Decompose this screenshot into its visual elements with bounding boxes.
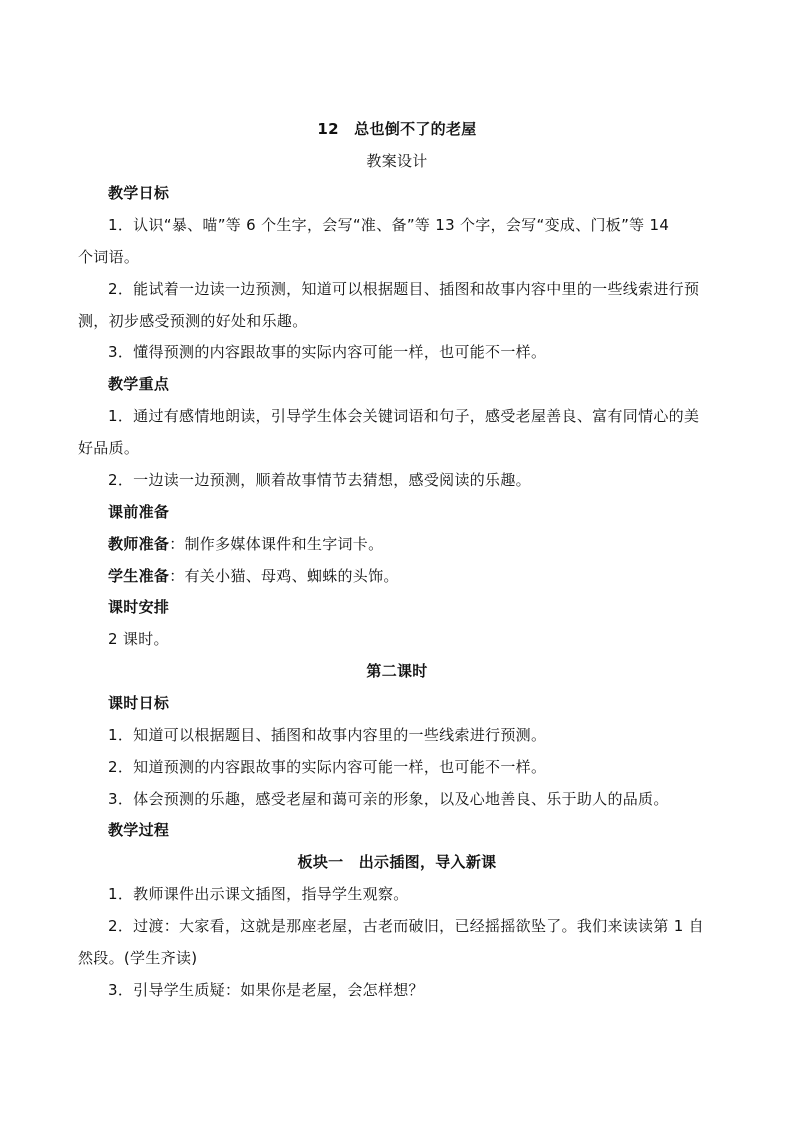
- lesson-goal-3: 3．体会预测的乐趣，感受老屋和蔼可亲的形象，以及心地善良、乐于助人的品质。: [108, 790, 669, 808]
- process-step-1: 1．教师课件出示课文插图，指导学生观察。: [108, 885, 409, 903]
- key-point-2: 2．一边读一边预测，顺着故事情节去猜想，感受阅读的乐趣。: [108, 471, 531, 489]
- prep-teacher: [108, 534, 383, 554]
- process-step-2-line-2: 然段。(学生齐读): [78, 949, 198, 967]
- prep-teacher-label: 教师准备: [108, 535, 170, 553]
- prep-teacher-text: ：制作多媒体课件和生字词卡。: [169, 535, 384, 553]
- prep-student-text: ：有关小猫、母鸡、蜘蛛的头饰。: [169, 567, 399, 585]
- key-point-1-line-2: 好品质。: [78, 439, 140, 457]
- section-heading-goals: 教学日标: [108, 184, 170, 202]
- section-heading-key-points: 教学重点: [108, 375, 170, 393]
- process-step-2-line-1: 2．过渡：大家看，这就是那座老屋，古老而破旧，已经摇摇欲坠了。我们来读读第 1 自: [108, 917, 704, 935]
- key-point-1-line-1: 1．通过有感情地朗读，引导学生体会关键词语和句子，感受老屋善良、富有同情心的美: [108, 407, 700, 425]
- process-step-3: 3．引导学生质疑：如果你是老屋，会怎样想？: [108, 981, 424, 999]
- section-heading-process: 教学过程: [108, 821, 170, 839]
- lesson-2-heading: 第二课时: [366, 662, 428, 680]
- block-1-heading: 板块一 出示插图，导入新课: [297, 853, 497, 871]
- prep-student-label: 学生准备: [108, 567, 170, 585]
- lesson-title: 12 总也倒不了的老屋: [317, 120, 477, 138]
- goal-2-line-1: 2．能试着一边读一边预测，知道可以根据题目、插图和故事内容中里的一些线索进行预: [108, 280, 700, 298]
- lesson-subtitle: 教案设计: [366, 152, 428, 170]
- schedule-text: 2 课时。: [108, 630, 169, 648]
- goal-3: 3．懂得预测的内容跟故事的实际内容可能一样，也可能不一样。: [108, 343, 547, 361]
- section-heading-schedule: 课时安排: [108, 598, 170, 616]
- lesson-goal-2: 2．知道预测的内容跟故事的实际内容可能一样，也可能不一样。: [108, 758, 547, 776]
- section-heading-preparation: 课前准备: [108, 503, 170, 521]
- lesson-goal-1: 1．知道可以根据题目、插图和故事内容里的一些线索进行预测。: [108, 726, 547, 744]
- goal-1-line-1: 1．认识“暴、喵”等 6 个生字，会写“准、备”等 13 个字，会写“变成、门板”等 14: [108, 216, 670, 234]
- goal-2-line-2: 测，初步感受预测的好处和乐趣。: [78, 312, 308, 330]
- prep-student: [108, 566, 399, 586]
- section-heading-lesson-goals: 课时日标: [108, 694, 170, 712]
- goal-1-line-2: 个词语。: [78, 248, 140, 266]
